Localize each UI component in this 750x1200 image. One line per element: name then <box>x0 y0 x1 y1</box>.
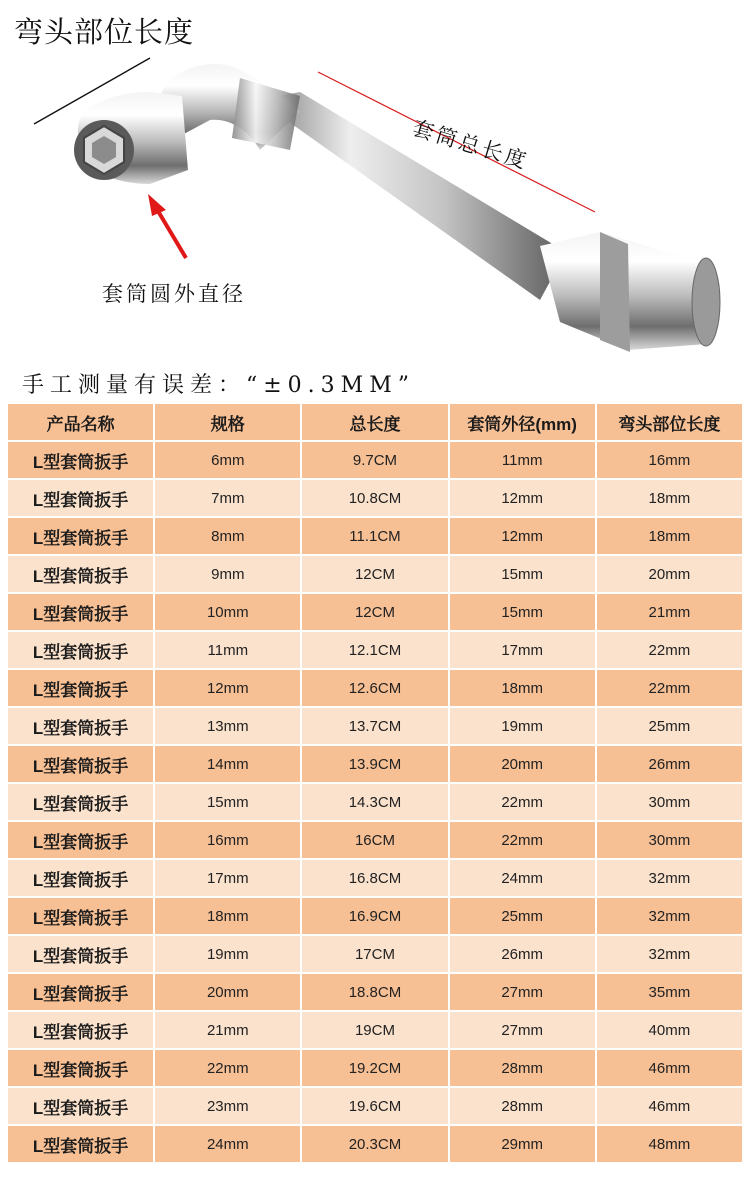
table-row <box>8 670 742 706</box>
cell-total-length: 16.8CM <box>302 860 447 896</box>
cell-total-length: 16.9CM <box>302 898 447 934</box>
cell-spec: 17mm <box>155 860 300 896</box>
table-body <box>8 442 742 1162</box>
table-row <box>8 632 742 668</box>
table-row <box>8 822 742 858</box>
header-product-name: 产品名称 <box>8 404 153 440</box>
cell-product-name: L型套筒扳手 <box>8 442 153 478</box>
table-row <box>8 442 742 478</box>
cell-total-length: 12.1CM <box>302 632 447 668</box>
table-row <box>8 1012 742 1048</box>
cell-product-name: L型套筒扳手 <box>8 556 153 592</box>
cell-bend-length: 18mm <box>597 480 742 516</box>
bend-length-label: 弯头部位长度 <box>14 15 195 49</box>
cell-total-length: 19.2CM <box>302 1050 447 1086</box>
table-row <box>8 708 742 744</box>
cell-product-name: L型套筒扳手 <box>8 1126 153 1162</box>
cell-outer-diameter: 20mm <box>450 746 595 782</box>
table-row <box>8 936 742 972</box>
cell-product-name: L型套筒扳手 <box>8 594 153 630</box>
cell-total-length: 13.7CM <box>302 708 447 744</box>
cell-bend-length: 25mm <box>597 708 742 744</box>
cell-spec: 20mm <box>155 974 300 1010</box>
cell-bend-length: 16mm <box>597 442 742 478</box>
cell-total-length: 20.3CM <box>302 1126 447 1162</box>
table-row <box>8 518 742 554</box>
outer-diameter-label: 套筒圆外直径 <box>102 282 246 306</box>
header-outer-diameter: 套筒外径(mm) <box>450 404 595 440</box>
cell-spec: 7mm <box>155 480 300 516</box>
cell-outer-diameter: 27mm <box>450 1012 595 1048</box>
cell-spec: 16mm <box>155 822 300 858</box>
header-bend-length: 弯头部位长度 <box>597 404 742 440</box>
cell-bend-length: 22mm <box>597 632 742 668</box>
table-row <box>8 1126 742 1162</box>
cell-outer-diameter: 22mm <box>450 822 595 858</box>
cell-bend-length: 26mm <box>597 746 742 782</box>
cell-total-length: 19CM <box>302 1012 447 1048</box>
cell-outer-diameter: 19mm <box>450 708 595 744</box>
cell-outer-diameter: 28mm <box>450 1050 595 1086</box>
cell-bend-length: 46mm <box>597 1050 742 1086</box>
arrow-head-icon <box>148 194 166 216</box>
cell-spec: 23mm <box>155 1088 300 1124</box>
cell-bend-length: 32mm <box>597 898 742 934</box>
cell-outer-diameter: 25mm <box>450 898 595 934</box>
wrench-shaft <box>258 92 566 300</box>
cell-spec: 10mm <box>155 594 300 630</box>
cell-product-name: L型套筒扳手 <box>8 518 153 554</box>
cell-total-length: 10.8CM <box>302 480 447 516</box>
table-row <box>8 480 742 516</box>
table-row <box>8 746 742 782</box>
spec-table <box>6 402 744 1164</box>
cell-product-name: L型套筒扳手 <box>8 784 153 820</box>
cell-outer-diameter: 11mm <box>450 442 595 478</box>
cell-spec: 9mm <box>155 556 300 592</box>
cell-bend-length: 22mm <box>597 670 742 706</box>
cell-spec: 21mm <box>155 1012 300 1048</box>
table-row <box>8 974 742 1010</box>
table-row <box>8 898 742 934</box>
cell-spec: 14mm <box>155 746 300 782</box>
cell-bend-length: 20mm <box>597 556 742 592</box>
cell-outer-diameter: 12mm <box>450 480 595 516</box>
cell-total-length: 9.7CM <box>302 442 447 478</box>
cell-total-length: 17CM <box>302 936 447 972</box>
cell-total-length: 18.8CM <box>302 974 447 1010</box>
cell-total-length: 12CM <box>302 594 447 630</box>
cell-spec: 18mm <box>155 898 300 934</box>
cell-total-length: 13.9CM <box>302 746 447 782</box>
l-socket-wrench-image <box>0 0 750 370</box>
table-row <box>8 784 742 820</box>
cell-product-name: L型套筒扳手 <box>8 898 153 934</box>
cell-bend-length: 32mm <box>597 936 742 972</box>
cell-bend-length: 30mm <box>597 784 742 820</box>
table-row <box>8 1088 742 1124</box>
cell-product-name: L型套筒扳手 <box>8 746 153 782</box>
cell-outer-diameter: 22mm <box>450 784 595 820</box>
cell-outer-diameter: 26mm <box>450 936 595 972</box>
cell-product-name: L型套筒扳手 <box>8 480 153 516</box>
cell-bend-length: 30mm <box>597 822 742 858</box>
cell-product-name: L型套筒扳手 <box>8 708 153 744</box>
cell-total-length: 12CM <box>302 556 447 592</box>
cell-outer-diameter: 24mm <box>450 860 595 896</box>
cell-total-length: 12.6CM <box>302 670 447 706</box>
cell-outer-diameter: 12mm <box>450 518 595 554</box>
cell-total-length: 16CM <box>302 822 447 858</box>
header-spec: 规格 <box>155 404 300 440</box>
cell-product-name: L型套筒扳手 <box>8 822 153 858</box>
cell-bend-length: 35mm <box>597 974 742 1010</box>
table-header-row <box>8 404 742 440</box>
cell-outer-diameter: 15mm <box>450 594 595 630</box>
cell-product-name: L型套筒扳手 <box>8 632 153 668</box>
cell-outer-diameter: 28mm <box>450 1088 595 1124</box>
cell-product-name: L型套筒扳手 <box>8 1012 153 1048</box>
cell-spec: 22mm <box>155 1050 300 1086</box>
cell-bend-length: 18mm <box>597 518 742 554</box>
measurement-error-note: 手工测量有误差：“±0.3MM” <box>22 373 415 398</box>
cell-bend-length: 40mm <box>597 1012 742 1048</box>
total-length-label: 套筒总长度 <box>409 115 532 174</box>
cell-spec: 19mm <box>155 936 300 972</box>
table-row <box>8 1050 742 1086</box>
cell-product-name: L型套筒扳手 <box>8 974 153 1010</box>
header-total-length: 总长度 <box>302 404 447 440</box>
cell-product-name: L型套筒扳手 <box>8 1050 153 1086</box>
cell-product-name: L型套筒扳手 <box>8 936 153 972</box>
cell-total-length: 11.1CM <box>302 518 447 554</box>
cell-product-name: L型套筒扳手 <box>8 860 153 896</box>
cell-total-length: 14.3CM <box>302 784 447 820</box>
cell-outer-diameter: 17mm <box>450 632 595 668</box>
cell-bend-length: 32mm <box>597 860 742 896</box>
diameter-arrow-line <box>155 206 186 258</box>
cell-spec: 6mm <box>155 442 300 478</box>
table-row <box>8 594 742 630</box>
cell-spec: 24mm <box>155 1126 300 1162</box>
cell-spec: 15mm <box>155 784 300 820</box>
table-row <box>8 556 742 592</box>
cell-spec: 13mm <box>155 708 300 744</box>
cell-outer-diameter: 27mm <box>450 974 595 1010</box>
cell-bend-length: 48mm <box>597 1126 742 1162</box>
cell-bend-length: 21mm <box>597 594 742 630</box>
cell-spec: 12mm <box>155 670 300 706</box>
cell-product-name: L型套筒扳手 <box>8 670 153 706</box>
table-row <box>8 860 742 896</box>
cell-spec: 8mm <box>155 518 300 554</box>
cell-total-length: 19.6CM <box>302 1088 447 1124</box>
cell-spec: 11mm <box>155 632 300 668</box>
product-hero <box>0 0 750 370</box>
cell-bend-length: 46mm <box>597 1088 742 1124</box>
cell-product-name: L型套筒扳手 <box>8 1088 153 1124</box>
cell-outer-diameter: 15mm <box>450 556 595 592</box>
cell-outer-diameter: 29mm <box>450 1126 595 1162</box>
cell-outer-diameter: 18mm <box>450 670 595 706</box>
